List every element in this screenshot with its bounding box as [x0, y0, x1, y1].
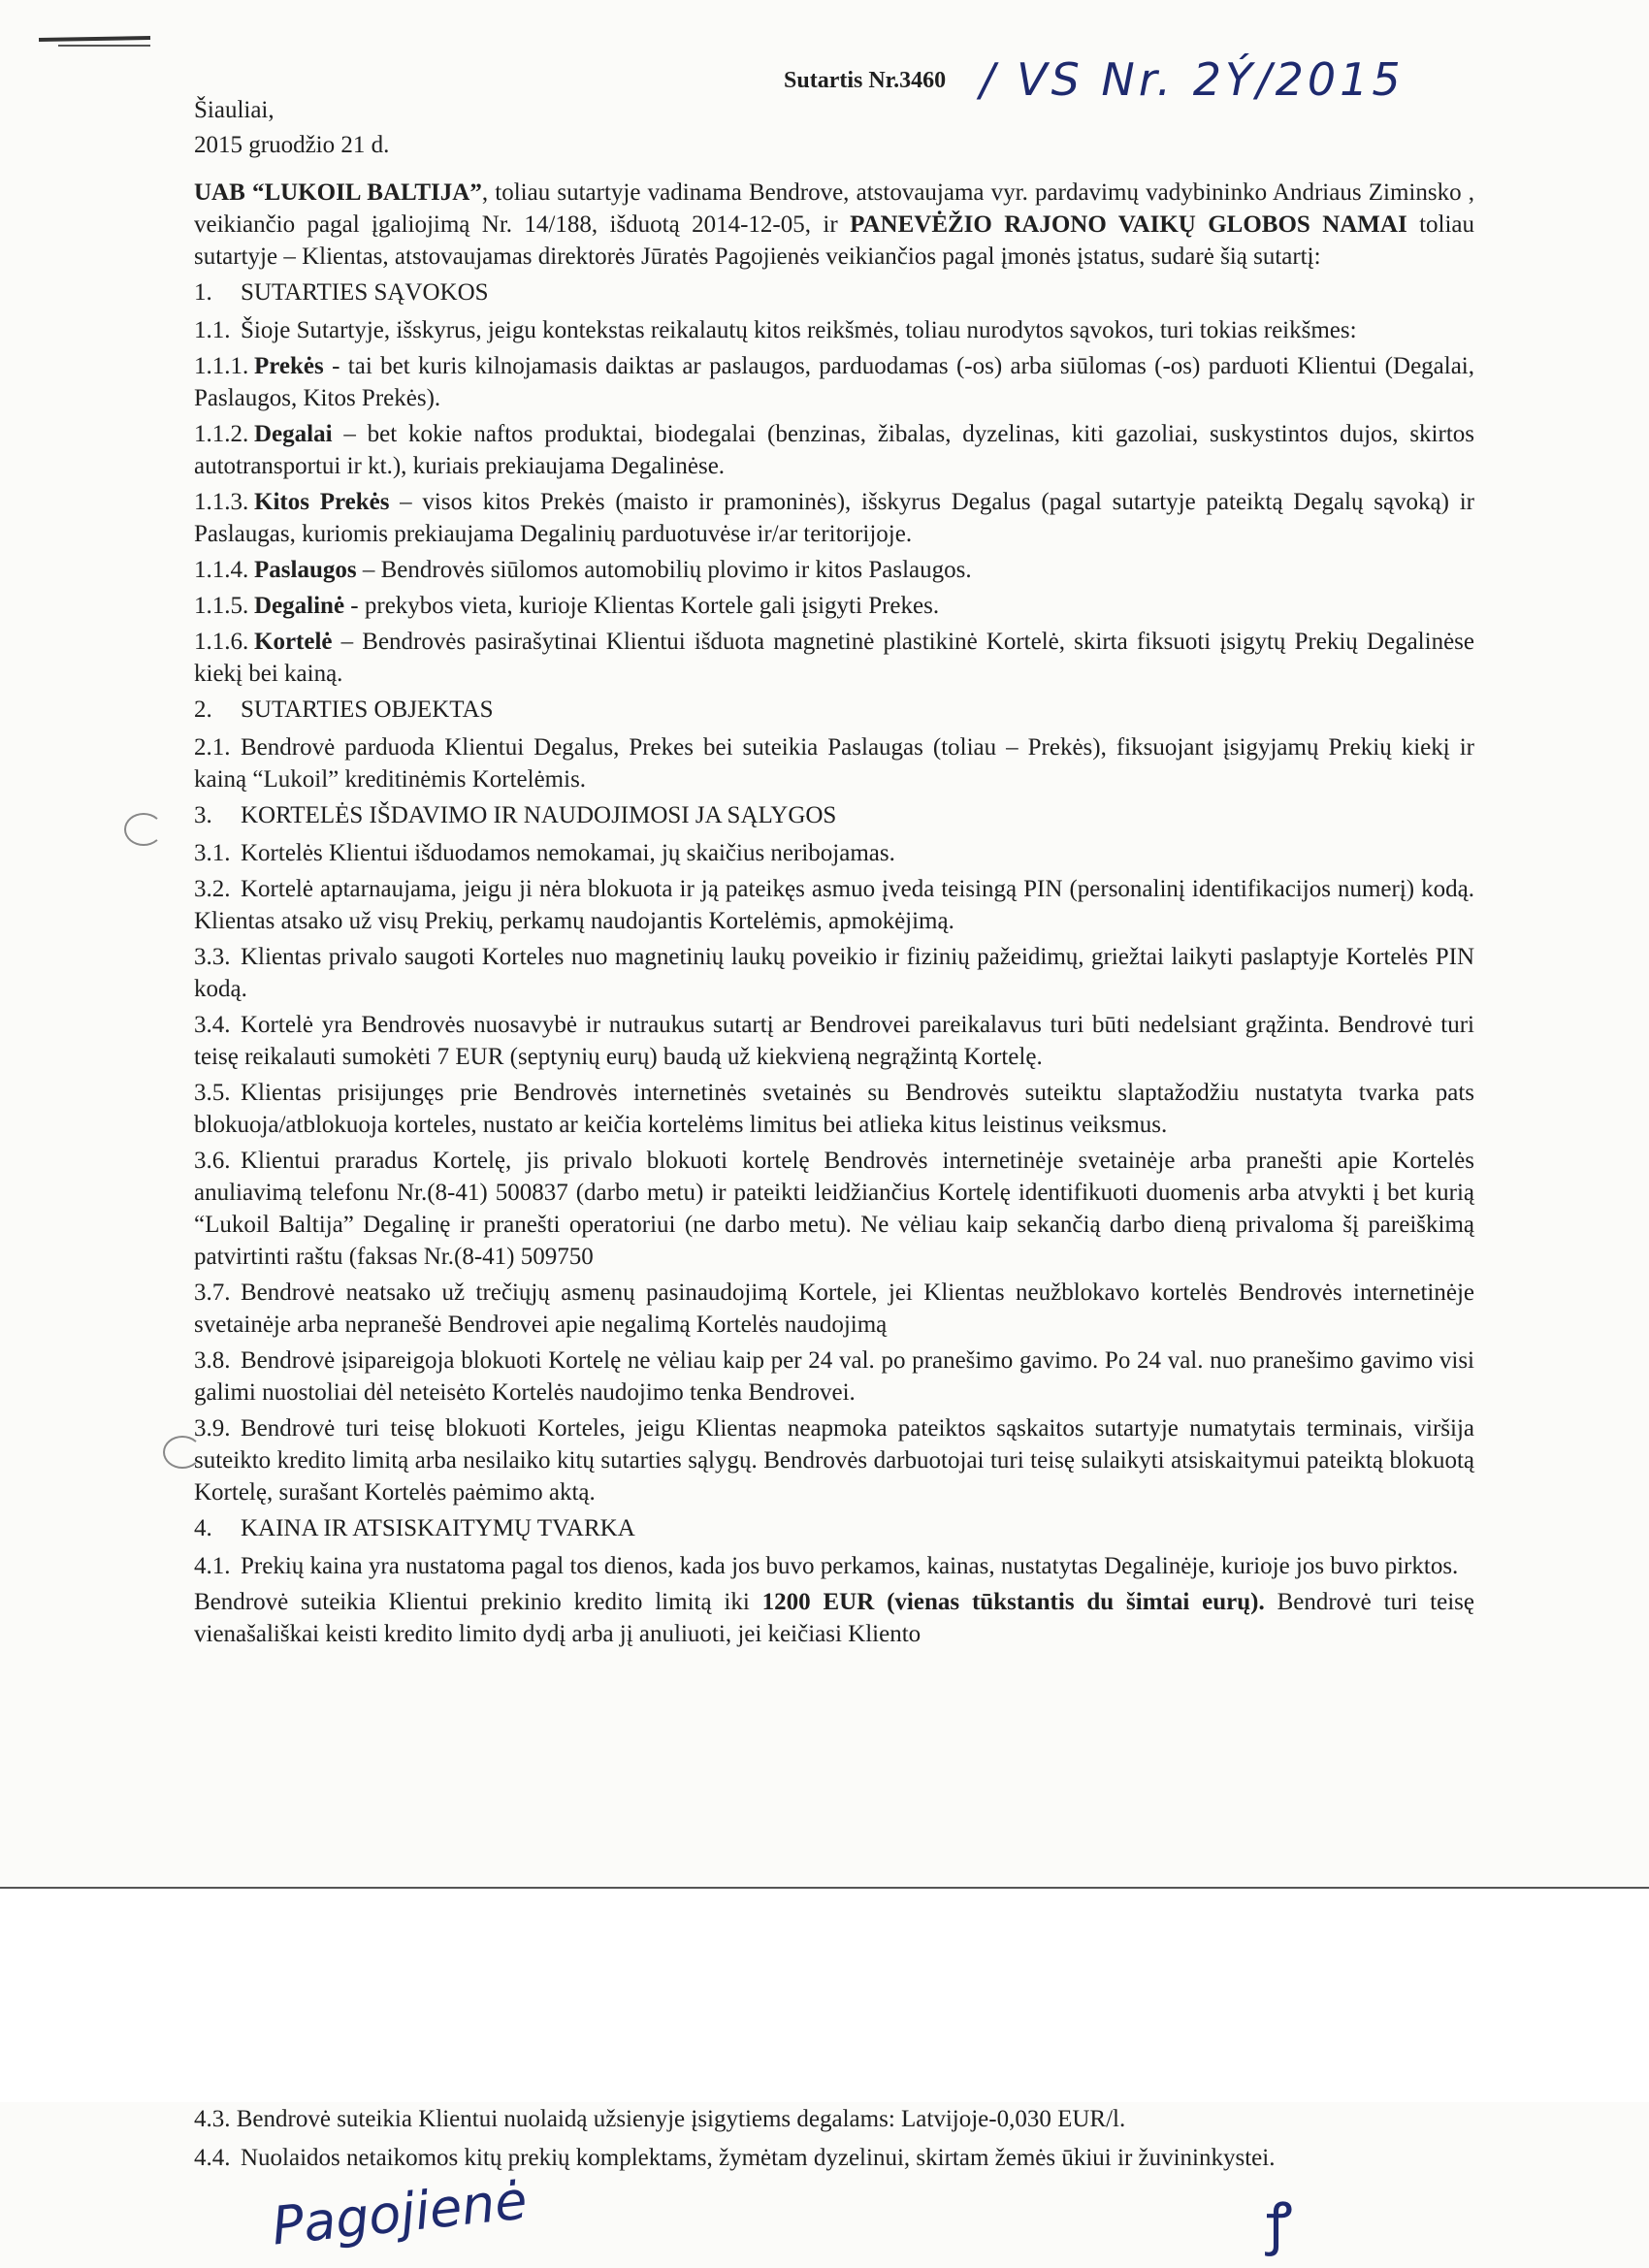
credit-limit-amount: 1200 EUR (vienas tūkstantis du šimtai eurų). — [761, 1589, 1265, 1615]
clause-item: 3.6. Klientui praradus Kortelę, jis privalo blokuoti kortelę Bendrovės internetinėje svetainėje arba pranešti apie Kortelės anuliavimą telefonu Nr.(8-41) 500837 (darbo metu) ir pateikti leidžiančius Kortelę identifikuoti duomenis arba atvykti į bet kurią “Lukoil Baltija” Degalinę ir pranešti operatoriui (ne darbo metu). Ne vėliau kaip sekančią darbo dieną privaloma šį pareiškimą patvirtinti raštu (faksas Nr.(8-41) 509750 — [194, 1148, 1474, 1270]
definition-item: 1.1.5. Degalinė - prekybos vieta, kurioje Klientas Kortele gali įsigyti Prekes. — [194, 593, 940, 619]
clause-item: 3.8. Bendrovė įsipareigoja blokuoti Kortelę ne vėliau kaip per 24 val. po pranešimo gavimo. Po 24 val. nuo pranešimo gavimo visi galimi nuostoliai dėl neteisėto Kortelės naudojimo tenka Bendrovei. — [194, 1347, 1474, 1406]
margin-punch-mark — [124, 813, 163, 846]
clause-4-3: 4.3. Bendrovė suteikia Klientui nuolaidą užsienyje įsigytiems degalams: Latvijoje-0,030 EUR/l. — [194, 2106, 1126, 2132]
clause-4-1: 4.1. Prekių kaina yra nustatoma pagal tos dienos, kada jos buvo perkamos, kainas, nustatytas Degalinėje, kurioje jos buvo pirktos. — [194, 1553, 1459, 1579]
definition-item: 1.1.2. Degalai – bet kokie naftos produktai, biodegalai (benzinas, žibalas, dyzelinas, kiti gazoliai, suskystintos dujos, skirtos autotransportui ir kt.), kuriais prekiaujama Degalinėse. — [194, 421, 1474, 479]
definition-item: 1.1.4. Paslaugos – Bendrovės siūlomos automobilių plovimo ir kitos Paslaugos. — [194, 557, 972, 583]
clause-4-4: 4.4. Nuolaidos netaikomos kitų prekių komplektams, žymėtam dyzelinui, skirtam žemės ūkiui ir žuvininkystei. — [194, 2145, 1276, 2171]
intro-paragraph — [194, 177, 1474, 273]
intro-text-2: toliau sutartyje – Klientas, atstovaujamas direktorės Jūratės Pagojienės veikiančios pagal įmonės įstatus, sudarė šią sutartį: — [194, 211, 1475, 270]
definition-item: 1.1.1. Prekės - tai bet kuris kilnojamasis daiktas ar paslaugos, parduodamas (-os) arba siūlomas (-os) parduoti Klientui (Degalai, Paslaugos, Kitos Prekės). — [194, 353, 1474, 411]
clause-1-1: 1.1. Šioje Sutartyje, išskyrus, jeigu kontekstas reikalautų kitos reikšmės, toliau nurodytos sąvokos, turi tokias reikšmes: — [194, 317, 1357, 343]
contract-body — [194, 177, 1474, 1654]
definition-item: 1.1.3. Kitos Prekės – visos kitos Prekės (maisto ir pramoninės), išskyrus Degalus (pagal sutartyje pateiktą Degalų sąvoką) ir Paslaugas, kuriomis prekiaujama Degalinių parduotuvėse ir/ar teritorijoje. — [194, 489, 1474, 547]
clause-item: 3.5. Klientas prisijungęs prie Bendrovės internetinės svetainės su Bendrovės suteiktu slaptažodžiu nustatyta tvarka pats blokuoja/atblokuoja korteles, nustato ar keičia kortelėms limitus bei atlieka kitus leistinus veiksmus. — [194, 1080, 1474, 1138]
contract-date: 2015 gruodžio 21 d. — [194, 132, 390, 158]
company-name: UAB “LUKOIL BALTIJA” — [194, 179, 482, 206]
client-signature: Pagojienė — [269, 2169, 531, 2257]
section-heading: 3. KORTELĖS IŠDAVIMO IR NAUDOJIMOSI JA SĄLYGOS — [194, 802, 837, 828]
staple-mark — [39, 36, 150, 42]
credit-limit-paragraph: Bendrovė suteikia Klientui prekinio kredito limitą iki 1200 EUR (vienas tūkstantis du šimtai eurų). Bendrovė turi teisę vienašališkai keisti kredito limito dydį arba jį anuliuoti, jei keičiasi Kliento — [194, 1589, 1474, 1647]
section-heading: 4. KAINA IR ATSISKAITYMŲ TVARKA — [194, 1515, 635, 1541]
clause-item: 3.9. Bendrovė turi teisę blokuoti Korteles, jeigu Klientas neapmoka pateiktos sąskaitos sutartyje numatytais terminais, viršija suteikto kredito limitą arba nesilaiko kitų sutarties sąlygų. Bendrovės darbuotojai turi teisę sulaikyti atsiskaitymui pateiktą blokuotą Kortelę, surašant Kortelės paėmimo aktą. — [194, 1415, 1474, 1506]
contract-number: Sutartis Nr.3460 — [784, 68, 947, 93]
staple-mark-lower — [58, 45, 150, 47]
section-heading: 1. SUTARTIES SĄVOKOS — [194, 279, 489, 306]
scan-cut-gap — [0, 1887, 1649, 2102]
client-name: PANEVĖŽIO RAJONO VAIKŲ GLOBOS NAMAI — [850, 211, 1407, 238]
intro-text-1: , toliau sutartyje vadinama Bendrove, atstovaujama vyr. pardavimų vadybininko Andriaus Ziminsko , veikiančio pagal įgaliojimą Nr. 14/188, išduotą 2014-12-05, ir — [194, 179, 1474, 238]
clause-item: 3.4. Kortelė yra Bendrovės nuosavybė ir nutraukus sutartį ar Bendrovei pareikalavus turi būti nedelsiant grąžinta. Bendrovė turi teisę reikalauti sumokėti 7 EUR (septynių eurų) baudą už kiekvieną negrąžintą Kortelę. — [194, 1012, 1474, 1070]
company-signature: ꝭ — [1266, 2190, 1293, 2256]
contract-city: Šiauliai, — [194, 97, 275, 123]
definition-item: 1.1.6. Kortelė – Bendrovės pasirašytinai Klientui išduota magnetinė plastikinė Kortelė, skirta fiksuoti įsigytų Prekių Degalinėse kiekį bei kainą. — [194, 629, 1474, 687]
handwritten-contract-number: / VS Nr. 2Ý/2015 — [980, 53, 1405, 106]
clause-item: 3.1. Kortelės Klientui išduodamos nemokamai, jų skaičius neribojamas. — [194, 840, 895, 866]
clause-2-1: 2.1. Bendrovė parduoda Klientui Degalus, Prekes bei suteikia Paslaugas (toliau – Prekės), fiksuojant įsigyjamų Prekių kiekį ir kainą “Lukoil” kreditinėmis Kortelėmis. — [194, 734, 1474, 793]
section-heading: 2. SUTARTIES OBJEKTAS — [194, 697, 494, 723]
clause-item: 3.2. Kortelė aptarnaujama, jeigu ji nėra blokuota ir ją pateikęs asmuo įveda teisingą PIN (personalinį identifikacijos numerį) kodą. Klientas atsako už visų Prekių, perkamų naudojantis Kortelėmis, apmokėjimą. — [194, 876, 1474, 934]
clause-item: 3.3. Klientas privalo saugoti Korteles nuo magnetinių laukų poveikio ir fizinių pažeidimų, griežtai laikyti paslaptyje Kortelės PIN kodą. — [194, 944, 1474, 1002]
clause-item: 3.7. Bendrovė neatsako už trečiųjų asmenų pasinaudojimą Kortele, jei Klientas neužblokavo kortelės Bendrovės internetinėje svetainėje arba nepranešė Bendrovei apie negalimą Kortelės naudojimą — [194, 1280, 1474, 1338]
